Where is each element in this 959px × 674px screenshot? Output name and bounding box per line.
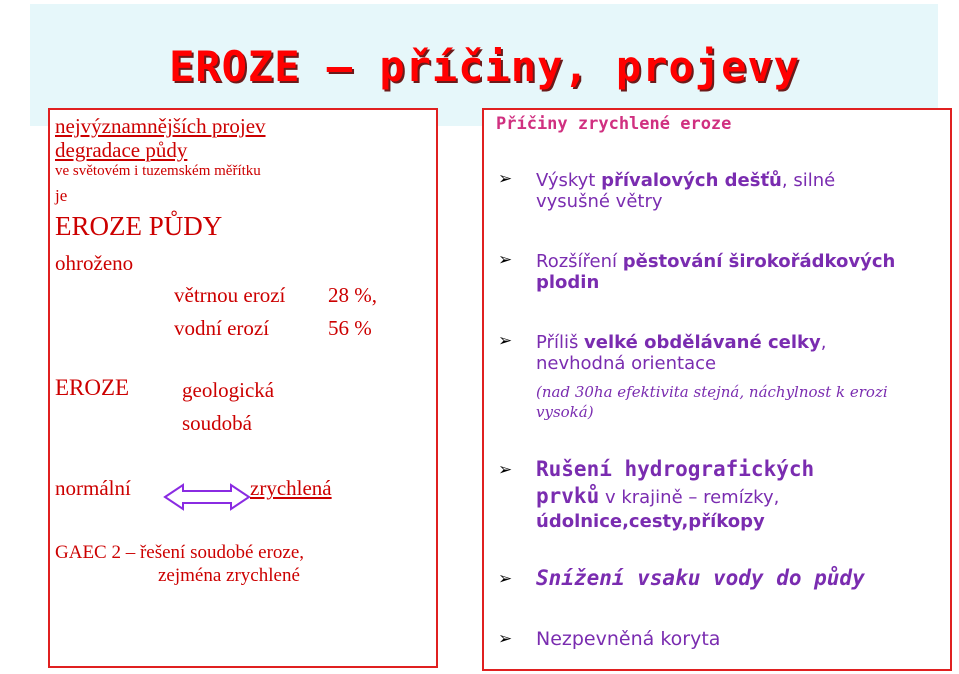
- arrow-bullet-icon: ➢: [498, 460, 513, 480]
- left-line-1: nejvýznamnějších projev: [55, 114, 266, 138]
- normal-label: normální: [55, 476, 131, 500]
- bullet-4: [536, 457, 814, 535]
- bullet-3: [536, 332, 826, 374]
- bullet-2-bold: pěstování širokořádkových: [622, 251, 896, 272]
- left-line-3: ve světovém i tuzemském měřítku: [55, 163, 261, 179]
- bullet-3-bold: velké obdělávané celky: [584, 332, 821, 353]
- bullet-3-pre: Příliš: [536, 332, 585, 353]
- geological-label: geologická: [182, 378, 275, 402]
- gaec-line-1: GAEC 2 – řešení soudobé eroze,: [55, 542, 305, 563]
- right-panel: [482, 108, 952, 671]
- water-erosion-value: 56 %: [328, 316, 372, 340]
- bullet-3-note-1: (nad 30ha efektivita stejná, náchylnost k erozi: [536, 383, 888, 401]
- eroze-label: EROZE: [55, 375, 130, 400]
- bullet-3-post: ,: [820, 332, 827, 353]
- page-title: EROZE – příčiny, projevy: [169, 42, 800, 91]
- bullet-1-line-2: vysušné větry: [536, 191, 663, 212]
- double-arrow-icon: [163, 482, 251, 512]
- wind-erosion-label: větrnou erozí: [174, 283, 286, 307]
- bullet-3-note-2: vysoká): [536, 403, 594, 421]
- bullet-2-line-2: plodin: [536, 272, 600, 293]
- left-line-2: degradace půdy: [55, 138, 188, 162]
- arrow-bullet-icon: ➢: [498, 569, 513, 589]
- left-panel: [48, 108, 438, 668]
- arrow-bullet-icon: ➢: [498, 250, 513, 270]
- left-heading: EROZE PŮDY: [55, 211, 223, 241]
- bullet-4-line-3: údolnice,cesty,příkopy: [536, 511, 765, 532]
- bullet-4-bold-1: Rušení hydrografických: [536, 457, 815, 481]
- current-label: soudobá: [182, 411, 252, 435]
- arrow-bullet-icon: ➢: [498, 169, 513, 189]
- bullet-2-pre: Rozšíření: [536, 251, 623, 272]
- wind-erosion-value: 28 %,: [328, 283, 377, 307]
- bullet-3-line-2: nevhodná orientace: [536, 353, 717, 374]
- arrow-bullet-icon: ➢: [498, 331, 513, 351]
- bullet-3-note: [536, 382, 888, 422]
- threatened-label: ohroženo: [55, 251, 134, 275]
- water-erosion-label: vodní erozí: [174, 316, 270, 340]
- bullet-4-post: v krajině – remízky,: [599, 487, 780, 508]
- bullet-1-bold: přívalových dešťů: [601, 170, 782, 191]
- causes-header: Příčiny zrychlené eroze: [496, 114, 732, 134]
- bullet-1: [536, 170, 835, 212]
- bullet-5: Snížení vsaku vody do půdy: [536, 566, 865, 590]
- arrow-bullet-icon: ➢: [498, 629, 513, 649]
- left-line-4: je: [55, 186, 68, 205]
- gaec-line-2: zejména zrychlené: [158, 565, 300, 586]
- bullet-6: Nezpevněná koryta: [536, 628, 721, 650]
- accelerated-label: zrychlená: [250, 476, 332, 500]
- bullet-1-pre: Výskyt: [536, 170, 602, 191]
- bullet-4-bold-2: prvků: [536, 484, 600, 508]
- bullet-2: [536, 251, 895, 293]
- bullet-1-post: , silné: [781, 170, 836, 191]
